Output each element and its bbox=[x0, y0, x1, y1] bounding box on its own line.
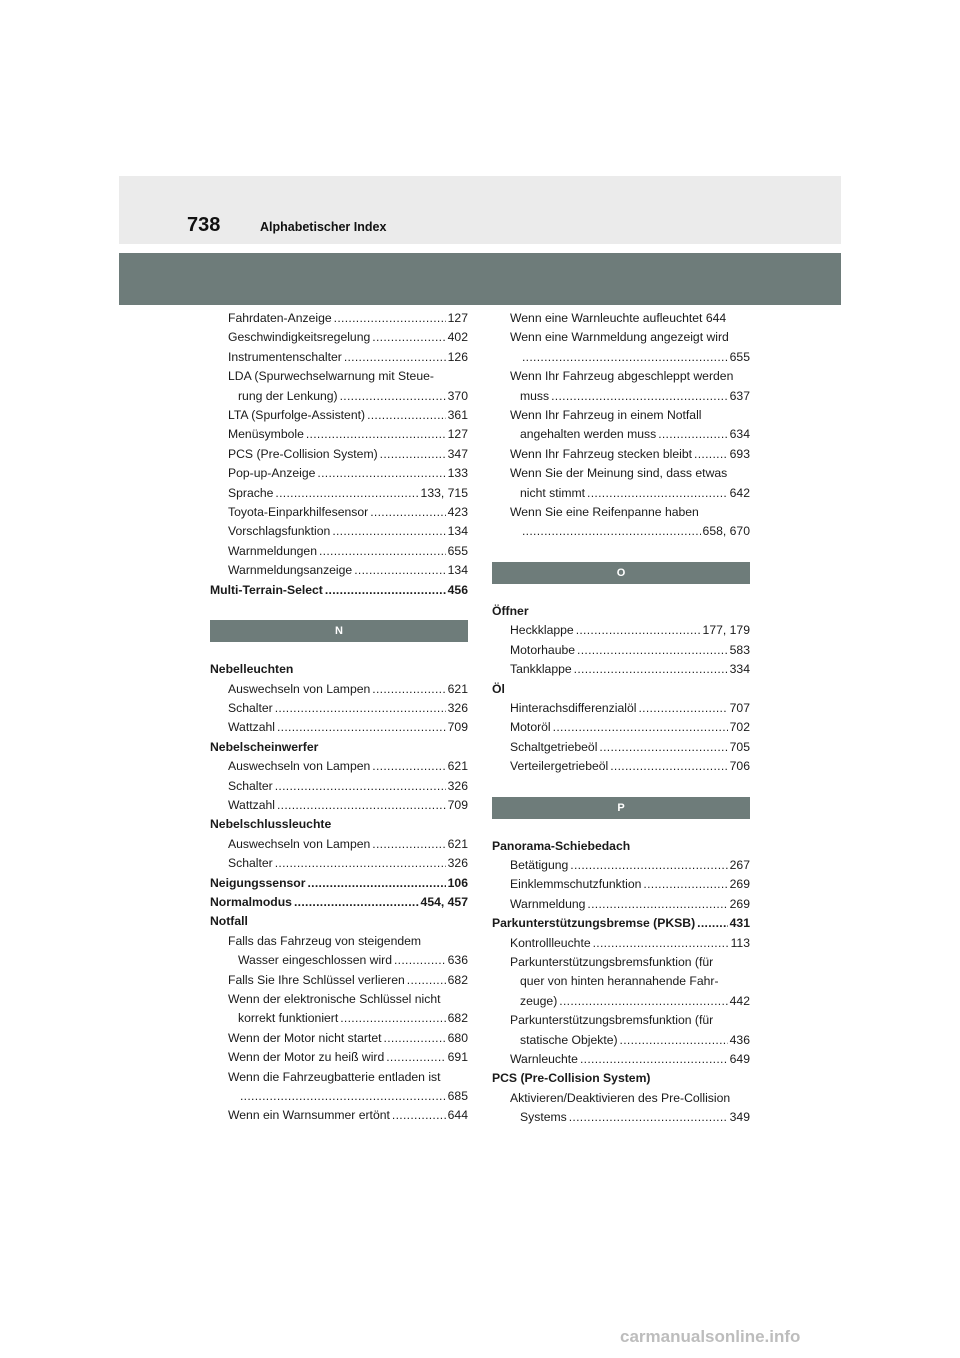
index-entry: Falls das Fahrzeug von steigendem bbox=[228, 933, 422, 948]
index-entry bbox=[210, 718, 468, 737]
entry-text: Toyota-Einparkhilfesensor bbox=[228, 505, 369, 520]
page-reference: 106 bbox=[447, 875, 468, 890]
entry-text: Motorhaube bbox=[510, 642, 576, 657]
entry-text: Geschwindigkeitsregelung bbox=[228, 330, 371, 345]
page-reference: 621 bbox=[447, 681, 468, 696]
page-reference: 682 bbox=[447, 972, 468, 987]
index-entry: Nebelschlussleuchte bbox=[210, 817, 332, 832]
page-reference: 682 bbox=[447, 1011, 468, 1026]
entry-text: Warnleuchte bbox=[510, 1052, 578, 1066]
dot-leader bbox=[407, 971, 446, 990]
page-reference: 370 bbox=[447, 388, 468, 403]
index-entry: Wenn Ihr Fahrzeug in einem Notfall bbox=[510, 408, 702, 423]
page-reference: 133, 715 bbox=[420, 485, 468, 500]
dot-leader bbox=[593, 934, 729, 953]
dot-leader bbox=[325, 581, 446, 600]
index-entry: LDA (Spurwechselwarnung mit Steue- bbox=[228, 369, 434, 384]
dot-leader bbox=[240, 1087, 446, 1106]
page-reference: 134 bbox=[447, 563, 468, 578]
index-entry bbox=[210, 757, 468, 776]
dot-leader bbox=[577, 641, 728, 660]
index-entry bbox=[210, 893, 468, 912]
dot-leader bbox=[372, 757, 445, 776]
entry-text: Vorschlagsfunktion bbox=[228, 524, 331, 539]
page-reference: 423 bbox=[447, 505, 468, 520]
page-number: 738 bbox=[187, 214, 221, 236]
index-entry bbox=[492, 934, 750, 953]
dot-leader bbox=[551, 387, 728, 406]
index-entry bbox=[492, 522, 750, 541]
dot-leader bbox=[372, 680, 445, 699]
page-reference: 583 bbox=[729, 642, 750, 657]
index-entry bbox=[492, 1050, 750, 1069]
entry-text: Neigungssensor bbox=[210, 875, 306, 890]
index-entry: Wenn Ihr Fahrzeug abgeschleppt werden bbox=[510, 369, 734, 384]
entry-text: Parkunterstützungsbremse (PKSB) bbox=[492, 916, 696, 931]
index-entry bbox=[492, 1031, 750, 1050]
dot-leader bbox=[306, 425, 446, 444]
index-entry bbox=[210, 1106, 468, 1125]
index-column-left bbox=[210, 309, 468, 1126]
entry-text: Warnmeldungen bbox=[228, 543, 317, 558]
page-reference: 680 bbox=[447, 1030, 468, 1045]
dot-leader bbox=[334, 309, 446, 328]
entry-text: nicht stimmt bbox=[520, 485, 586, 500]
dot-leader bbox=[354, 561, 445, 580]
dot-leader bbox=[277, 796, 446, 815]
index-entry bbox=[210, 854, 468, 873]
section-letter-n: N bbox=[210, 620, 468, 642]
page-reference: 705 bbox=[729, 739, 750, 754]
index-entry: Öl bbox=[492, 681, 505, 696]
page-reference: 436 bbox=[729, 1032, 750, 1047]
page-reference: 133 bbox=[447, 466, 468, 481]
page-reference: 658, 670 bbox=[702, 524, 750, 539]
index-entry: Wenn die Fahrzeugbatterie entladen ist bbox=[228, 1069, 441, 1084]
page-reference: 456 bbox=[447, 582, 468, 597]
page-reference: 621 bbox=[447, 836, 468, 851]
index-entry: Nebelleuchten bbox=[210, 662, 294, 677]
index-entry bbox=[492, 484, 750, 503]
page-reference: 134 bbox=[447, 524, 468, 539]
index-entry: Wenn Sie der Meinung sind, dass etwas bbox=[510, 466, 728, 481]
index-entry bbox=[492, 699, 750, 718]
dot-leader bbox=[308, 874, 446, 893]
dot-leader bbox=[340, 387, 446, 406]
page-reference: 621 bbox=[447, 759, 468, 774]
page-reference: 706 bbox=[729, 759, 750, 774]
index-entry bbox=[210, 951, 468, 970]
dot-leader bbox=[569, 1108, 728, 1127]
entry-text: Systems bbox=[520, 1110, 567, 1125]
index-entry bbox=[492, 660, 750, 679]
index-entry bbox=[210, 309, 468, 328]
entry-text: Wenn Ihr Fahrzeug stecken bleibt bbox=[510, 446, 693, 461]
dot-leader bbox=[559, 992, 727, 1011]
index-entry: Aktivieren/Deaktivieren des Pre-Collision bbox=[510, 1090, 731, 1105]
page-reference: 644 bbox=[447, 1108, 468, 1123]
entry-text: angehalten werden muss bbox=[520, 427, 657, 442]
index-entry bbox=[210, 561, 468, 580]
index-entry bbox=[210, 1048, 468, 1067]
dot-leader bbox=[643, 875, 727, 894]
entry-text: muss bbox=[520, 388, 550, 403]
section-bar bbox=[119, 253, 841, 305]
dot-leader bbox=[275, 484, 418, 503]
entry-text: Auswechseln von Lampen bbox=[228, 836, 371, 851]
page-reference: 454, 457 bbox=[420, 894, 468, 909]
dot-leader bbox=[275, 854, 446, 873]
dot-leader bbox=[317, 464, 445, 483]
index-entry bbox=[210, 1009, 468, 1028]
index-entry bbox=[210, 328, 468, 347]
page-reference: 709 bbox=[447, 797, 468, 812]
entry-text: Falls Sie Ihre Schlüssel verlieren bbox=[228, 972, 405, 987]
dot-leader bbox=[392, 1106, 446, 1125]
entry-text: Schalter bbox=[228, 700, 273, 715]
watermark: carmanualsonline.info bbox=[620, 1327, 801, 1346]
index-entry: Wenn eine Warnmeldung angezeigt wird bbox=[510, 330, 729, 345]
index-entry bbox=[492, 992, 750, 1011]
page-reference: 693 bbox=[729, 446, 750, 461]
entry-text: Wenn ein Warnsummer ertönt bbox=[228, 1108, 390, 1123]
index-entry bbox=[210, 445, 468, 464]
entry-text: Wenn der Motor zu heiß wird bbox=[228, 1050, 385, 1065]
page-reference: 655 bbox=[729, 349, 750, 364]
page-reference: 127 bbox=[447, 311, 468, 325]
dot-leader bbox=[394, 951, 446, 970]
entry-text: Wasser eingeschlossen wird bbox=[238, 953, 392, 968]
page-reference: 642 bbox=[729, 485, 750, 500]
dot-leader bbox=[384, 1029, 446, 1048]
page-reference: 709 bbox=[447, 720, 468, 735]
page-reference: 442 bbox=[729, 993, 750, 1008]
index-entry: Parkunterstützungsbremsfunktion (für bbox=[510, 1013, 714, 1028]
dot-leader bbox=[658, 425, 727, 444]
entry-text: Fahrdaten-Anzeige bbox=[228, 311, 332, 325]
index-entry bbox=[492, 856, 750, 875]
index-entry bbox=[492, 1108, 750, 1127]
index-entry: Nebelscheinwerfer bbox=[210, 739, 319, 754]
page-reference: 267 bbox=[729, 857, 750, 872]
dot-leader bbox=[522, 348, 728, 367]
index-entry bbox=[210, 581, 468, 600]
index-entry bbox=[210, 1029, 468, 1048]
entry-text: Schaltgetriebeöl bbox=[510, 739, 598, 754]
page-reference: 707 bbox=[729, 700, 750, 715]
page-reference: 655 bbox=[447, 543, 468, 558]
index-entry bbox=[492, 875, 750, 894]
entry-text: Verteilergetriebeöl bbox=[510, 759, 609, 774]
page-reference: 402 bbox=[447, 330, 468, 345]
entry-text: Sprache bbox=[228, 485, 274, 500]
entry-text: korrekt funktioniert bbox=[238, 1011, 339, 1026]
index-entry bbox=[210, 484, 468, 503]
page-title: Alphabetischer Index bbox=[260, 220, 387, 234]
entry-text: Hinterachsdifferenzialöl bbox=[510, 700, 637, 715]
page-reference: 649 bbox=[729, 1052, 750, 1066]
index-entry bbox=[210, 348, 468, 367]
entry-text: Tankklappe bbox=[510, 662, 572, 677]
entry-text: zeuge) bbox=[520, 993, 558, 1008]
dot-leader bbox=[386, 1048, 445, 1067]
dot-leader bbox=[574, 660, 728, 679]
header-band bbox=[119, 176, 841, 244]
index-entry bbox=[492, 445, 750, 464]
index-entry bbox=[210, 699, 468, 718]
dot-leader bbox=[522, 522, 701, 541]
dot-leader bbox=[694, 445, 728, 464]
page-reference: 685 bbox=[447, 1089, 468, 1104]
page-reference: 177, 179 bbox=[702, 623, 750, 638]
entry-text: LTA (Spurfolge-Assistent) bbox=[228, 408, 366, 423]
index-entry bbox=[210, 503, 468, 522]
page-reference: 636 bbox=[447, 953, 468, 968]
page-reference: 361 bbox=[447, 408, 468, 423]
index-entry bbox=[210, 522, 468, 541]
index-entry bbox=[210, 777, 468, 796]
index-entry bbox=[492, 718, 750, 737]
page-reference: 269 bbox=[729, 877, 750, 892]
entry-text: Auswechseln von Lampen bbox=[228, 681, 371, 696]
page-reference: 269 bbox=[729, 896, 750, 911]
dot-leader bbox=[697, 914, 727, 933]
section-letter-p: P bbox=[492, 797, 750, 819]
index-entry bbox=[210, 1087, 468, 1106]
page-reference: 326 bbox=[447, 856, 468, 871]
dot-leader bbox=[380, 445, 446, 464]
entry-text: Wattzahl bbox=[228, 720, 275, 735]
entry-text: Pop-up-Anzeige bbox=[228, 466, 316, 481]
index-entry bbox=[210, 406, 468, 425]
dot-leader bbox=[599, 738, 727, 757]
dot-leader bbox=[610, 757, 727, 776]
dot-leader bbox=[340, 1009, 445, 1028]
index-entry bbox=[210, 971, 468, 990]
dot-leader bbox=[367, 406, 446, 425]
entry-text: Einklemmschutzfunktion bbox=[510, 877, 642, 892]
dot-leader bbox=[587, 484, 728, 503]
entry-text: Normalmodus bbox=[210, 894, 292, 909]
dot-leader bbox=[275, 699, 446, 718]
index-entry bbox=[210, 835, 468, 854]
index-entry bbox=[492, 895, 750, 914]
index-entry: Parkunterstützungsbremsfunktion (für bbox=[510, 954, 714, 969]
dot-leader bbox=[370, 503, 445, 522]
index-entry bbox=[210, 464, 468, 483]
index-entry bbox=[210, 387, 468, 406]
entry-text: PCS (Pre-Collision System) bbox=[228, 446, 378, 461]
dot-leader bbox=[344, 348, 446, 367]
page-reference: 334 bbox=[729, 662, 750, 677]
entry-text: Schalter bbox=[228, 778, 273, 793]
page-reference: 326 bbox=[447, 700, 468, 715]
index-column-right bbox=[492, 309, 750, 1128]
page-reference: 126 bbox=[447, 349, 468, 364]
index-entry bbox=[492, 738, 750, 757]
dot-leader bbox=[275, 777, 446, 796]
dot-leader bbox=[620, 1031, 728, 1050]
page-reference: 691 bbox=[447, 1050, 468, 1065]
index-entry bbox=[492, 387, 750, 406]
dot-leader bbox=[587, 895, 727, 914]
entry-text: Auswechseln von Lampen bbox=[228, 759, 371, 774]
dot-leader bbox=[319, 542, 446, 561]
entry-text: Kontrollleuchte bbox=[510, 935, 591, 950]
entry-text: statische Objekte) bbox=[520, 1032, 618, 1047]
index-entry bbox=[492, 621, 750, 640]
index-entry: Öffner bbox=[492, 603, 529, 618]
index-entry bbox=[492, 309, 750, 328]
page-reference: 326 bbox=[447, 778, 468, 793]
page-reference: 702 bbox=[729, 720, 750, 735]
dot-leader bbox=[576, 621, 701, 640]
index-entry bbox=[210, 680, 468, 699]
entry-text: Warnmeldungsanzeige bbox=[228, 563, 353, 578]
entry-text: Multi-Terrain-Select bbox=[210, 582, 323, 597]
dot-leader bbox=[372, 328, 445, 347]
page-reference: 637 bbox=[729, 388, 750, 403]
page-reference: 127 bbox=[447, 427, 468, 442]
index-entry bbox=[492, 641, 750, 660]
index-entry: Wenn der elektronische Schlüssel nicht bbox=[228, 992, 441, 1006]
index-entry bbox=[210, 874, 468, 893]
index-entry bbox=[210, 542, 468, 561]
page-reference: 431 bbox=[729, 916, 750, 931]
dot-leader bbox=[570, 856, 727, 875]
section-letter-o: O bbox=[492, 562, 750, 584]
index-entry: PCS (Pre-Collision System) bbox=[492, 1071, 651, 1086]
page-reference: 349 bbox=[729, 1110, 750, 1125]
index-entry bbox=[210, 796, 468, 815]
index-entry: Panorama-Schiebedach bbox=[492, 838, 631, 853]
page-reference: 644 bbox=[705, 311, 727, 325]
entry-text: Warnmeldung bbox=[510, 896, 586, 911]
entry-text: Wattzahl bbox=[228, 797, 275, 812]
dot-leader bbox=[332, 522, 445, 541]
dot-leader bbox=[553, 718, 728, 737]
index-entry bbox=[492, 348, 750, 367]
entry-text: Instrumentenschalter bbox=[228, 349, 342, 364]
index-entry bbox=[492, 425, 750, 444]
entry-text: Menüsymbole bbox=[228, 427, 304, 442]
entry-text: Wenn der Motor nicht startet bbox=[228, 1030, 382, 1045]
dot-leader bbox=[294, 893, 419, 912]
page-reference: 113 bbox=[730, 935, 750, 950]
entry-text: Motoröl bbox=[510, 720, 551, 735]
index-entry bbox=[492, 914, 750, 933]
entry-text: Heckklappe bbox=[510, 623, 574, 638]
index-entry: Notfall bbox=[210, 914, 248, 929]
index-entry bbox=[492, 757, 750, 776]
entry-text: rung der Lenkung) bbox=[238, 388, 338, 403]
index-entry: quer von hinten herannahende Fahr- bbox=[520, 974, 719, 989]
entry-text: Betätigung bbox=[510, 857, 569, 872]
dot-leader bbox=[580, 1050, 728, 1069]
index-entry: Wenn Sie eine Reifenpanne haben bbox=[510, 505, 699, 520]
index-entry bbox=[210, 425, 468, 444]
entry-text: Wenn eine Warnleuchte aufleuchtet bbox=[510, 311, 703, 325]
page-reference: 634 bbox=[729, 427, 750, 442]
dot-leader bbox=[372, 835, 445, 854]
dot-leader bbox=[638, 699, 727, 718]
dot-leader bbox=[277, 718, 446, 737]
entry-text: Schalter bbox=[228, 856, 273, 871]
page-reference: 347 bbox=[447, 446, 468, 461]
